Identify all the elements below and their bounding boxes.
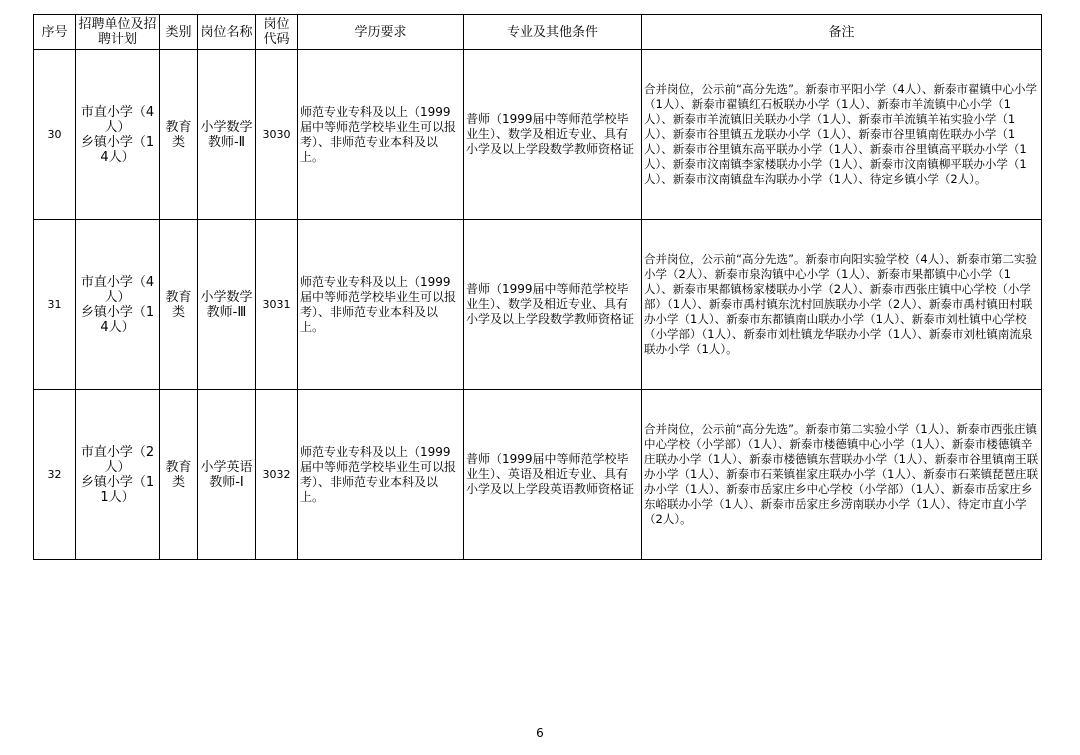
header-seq: 序号 [34, 15, 76, 50]
row-unit [76, 390, 160, 560]
table-row [34, 50, 1042, 220]
table-row [34, 390, 1042, 560]
row-note: 合并岗位，公示前“高分先选”。新泰市向阳实验学校（4人）、新泰市第二实验小学（2人）、新泰市泉沟镇中心小学（1人）、新泰市果都镇中心小学（1人）、新泰市果都镇杨家楼联办小学（2人）、新泰市西张庄镇中心学校（小学部）（1人）、新泰市禹村镇东沈村回族联办小学（2人）、新泰市禹村镇田村联办小学（1人）、新泰市东都镇南山联办小学（1人）、新泰市刘杜镇中心学校（小学部）（1人）、新泰市刘杜镇龙华联办小学（1人）、新泰市刘杜镇南流泉联办小学（1人）。 [642, 220, 1042, 390]
row-unit-text: 市直小学（2人） 乡镇小学（11人） [80, 444, 155, 505]
row-post: 小学英语教师-Ⅰ [198, 390, 256, 560]
row-note: 合并岗位，公示前“高分先选”。新泰市第二实验小学（1人）、新泰市西张庄镇中心学校（小学部）（1人）、新泰市楼德镇中心小学（1人）、新泰市楼德镇辛庄联办小学（1人）、新泰市楼德镇东营联办小学（1人）、新泰市谷里镇南王联办小学（1人）、新泰市石莱镇崔家庄联办小学（1人）、新泰市石莱镇琵琶庄联办小学（1人）、新泰市岳家庄乡中心学校（小学部）（1人）、新泰市岳家庄乡东峪联办小学（1人）、新泰市岳家庄乡涝南联办小学（1人）、待定市直小学（2人）。 [642, 390, 1042, 560]
row-unit [76, 50, 160, 220]
row-education: 师范专业专科及以上（1999届中等师范学校毕业生可以报考）、非师范专业本科及以上。 [298, 220, 464, 390]
header-unit: 招聘单位及招聘计划 [76, 15, 160, 50]
row-seq: 30 [34, 50, 76, 220]
row-seq: 32 [34, 390, 76, 560]
row-unit-text: 市直小学（4人） 乡镇小学（14人） [80, 274, 155, 335]
row-education: 师范专业专科及以上（1999届中等师范学校毕业生可以报考）、非师范专业本科及以上。 [298, 50, 464, 220]
row-code: 3030 [256, 50, 298, 220]
row-major: 普师（1999届中等师范学校毕业生）、数学及相近专业、具有小学及以上学段数学教师资格证 [464, 50, 642, 220]
row-post: 小学数学教师-Ⅲ [198, 220, 256, 390]
header-category: 类别 [160, 15, 198, 50]
header-education: 学历要求 [298, 15, 464, 50]
row-major: 普师（1999届中等师范学校毕业生）、英语及相近专业、具有小学及以上学段英语教师资格证 [464, 390, 642, 560]
row-seq: 31 [34, 220, 76, 390]
row-category: 教育类 [160, 390, 198, 560]
row-unit-text: 市直小学（4人） 乡镇小学（14人） [80, 104, 155, 165]
row-post: 小学数学教师-Ⅱ [198, 50, 256, 220]
row-category: 教育类 [160, 50, 198, 220]
header-code: 岗位代码 [256, 15, 298, 50]
row-note: 合并岗位，公示前“高分先选”。新泰市平阳小学（4人）、新泰市翟镇中心小学（1人）、新泰市翟镇红石板联办小学（1人）、新泰市羊流镇中心小学（1人）、新泰市羊流镇旧关联办小学（1人）、新泰市羊流镇羊祐实验小学（1人）、新泰市谷里镇五龙联办小学（1人）、新泰市谷里镇南佐联办小学（1人）、新泰市谷里镇东高平联办小学（1人）、新泰市谷里镇高平联办小学（1人）、新泰市汶南镇李家楼联办小学（1人）、新泰市汶南镇柳平联办小学（1人）、新泰市汶南镇盘车沟联办小学（1人）、待定乡镇小学（2人）。 [642, 50, 1042, 220]
recruitment-table [33, 14, 1042, 560]
page-number: 6 [536, 726, 544, 740]
header-row [34, 15, 1042, 50]
row-code: 3032 [256, 390, 298, 560]
row-unit [76, 220, 160, 390]
header-note: 备注 [642, 15, 1042, 50]
table-row [34, 220, 1042, 390]
row-major: 普师（1999届中等师范学校毕业生）、数学及相近专业、具有小学及以上学段数学教师资格证 [464, 220, 642, 390]
header-post: 岗位名称 [198, 15, 256, 50]
header-major: 专业及其他条件 [464, 15, 642, 50]
row-education: 师范专业专科及以上（1999届中等师范学校毕业生可以报考）、非师范专业本科及以上。 [298, 390, 464, 560]
row-category: 教育类 [160, 220, 198, 390]
row-code: 3031 [256, 220, 298, 390]
